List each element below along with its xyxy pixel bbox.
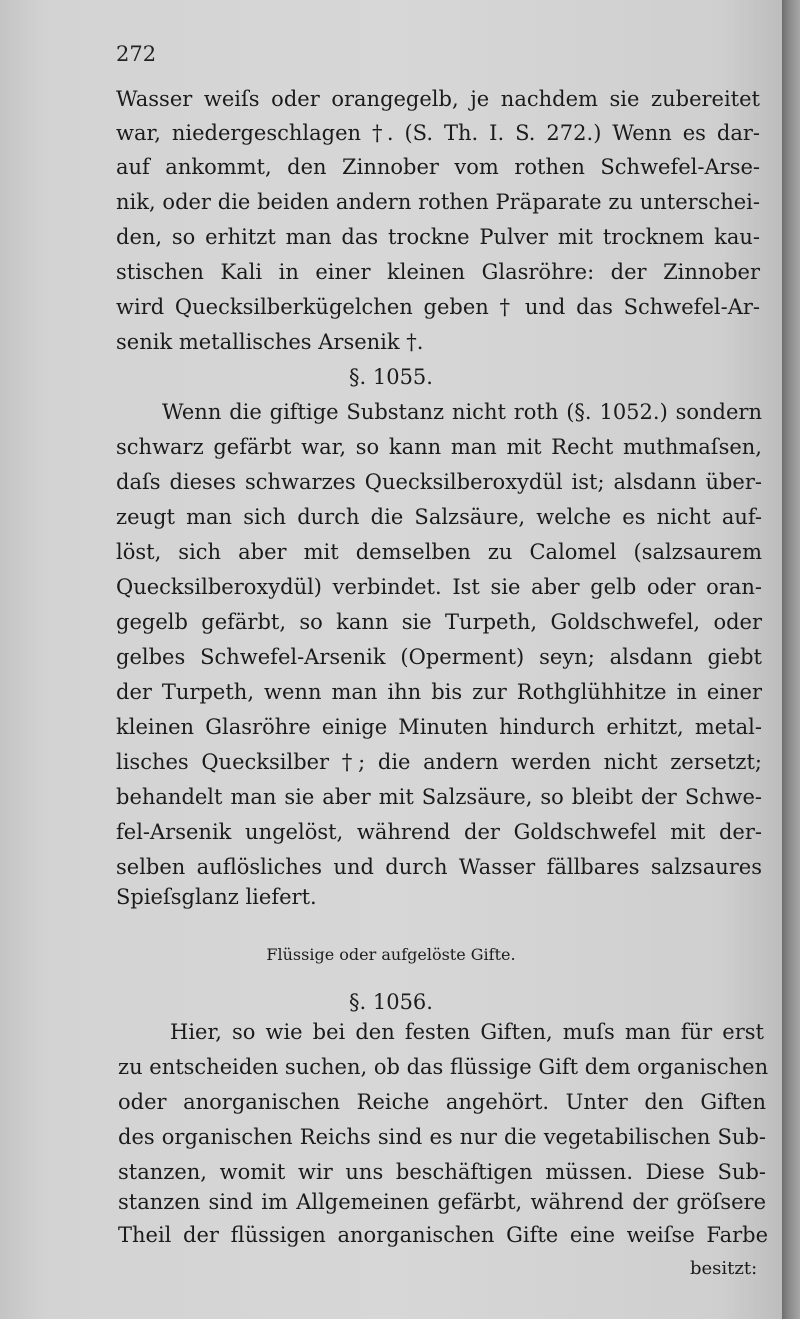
text-line: den, so erhitzt man das trockne Pulver mit trocknem kau- <box>116 225 760 249</box>
text-line: stanzen sind im Allgemeinen gefärbt, während der gröſsere <box>118 1190 766 1214</box>
text-line: der Turpeth, wenn man ihn bis zur Rothglühhitze in einer <box>116 680 762 704</box>
text-line: Quecksilberoxydül) verbindet. Ist sie aber gelb oder oran- <box>116 575 762 599</box>
text-line: des organischen Reichs sind es nur die vegetabilischen Sub- <box>118 1125 766 1149</box>
book-gutter-shadow <box>782 0 800 1319</box>
text-line: stanzen, womit wir uns beschäftigen müssen. Diese Sub- <box>118 1160 766 1184</box>
text-line: Spieſsglanz liefert. <box>116 885 317 909</box>
text-line: oder anorganischen Reiche angehört. Unter den Giften <box>118 1090 766 1114</box>
text-line: war, niedergeschlagen †. (S. Th. I. S. 272.) Wenn es dar- <box>116 121 760 145</box>
section-heading-1055: §. 1055. <box>349 365 433 389</box>
text-line: selben auflösliches und durch Wasser fällbares salzsaures <box>116 855 762 879</box>
text-line: wird Quecksilberkügelchen geben † und das Schwefel-Ar- <box>116 295 760 319</box>
text-line: zu entscheiden suchen, ob das flüssige Gift dem organischen <box>118 1055 769 1079</box>
text-line: fel-Arsenik ungelöst, während der Goldschwefel mit der- <box>116 820 762 844</box>
text-line: Wenn die giftige Substanz nicht roth (§. 1052.) sondern <box>162 400 762 424</box>
page-number: 272 <box>116 42 157 66</box>
text-line: nik, oder die beiden andern rothen Präparate zu unterschei- <box>116 190 760 214</box>
section-heading-1056: §. 1056. <box>349 990 433 1014</box>
text-line: auf ankommt, den Zinnober vom rothen Schwefel-Arse- <box>116 155 760 179</box>
text-line: senik metallisches Arsenik †. <box>116 330 424 354</box>
catchword: besitzt: <box>690 1258 758 1279</box>
text-line: schwarz gefärbt war, so kann man mit Recht muthmaſsen, <box>116 435 762 459</box>
text-line: daſs dieses schwarzes Quecksilberoxydül ist; alsdann über- <box>116 470 762 494</box>
text-line: gegelb gefärbt, so kann sie Turpeth, Goldschwefel, oder <box>116 610 762 634</box>
text-line: Wasser weiſs oder orangegelb, je nachdem sie zubereitet <box>116 87 760 111</box>
text-line: kleinen Glasröhre einige Minuten hindurch erhitzt, metal- <box>116 715 762 739</box>
text-line: lisches Quecksilber †; die andern werden nicht zersetzt; <box>116 750 762 774</box>
text-line: behandelt man sie aber mit Salzsäure, so bleibt der Schwe- <box>116 785 762 809</box>
subheading-liquid-poisons: Flüssige oder aufgelöste Gifte. <box>266 945 516 964</box>
text-line: Theil der flüssigen anorganischen Gifte eine weiſse Farbe <box>118 1223 768 1247</box>
text-line: löst, sich aber mit demselben zu Calomel (salzsaurem <box>116 540 762 564</box>
text-line: stischen Kali in einer kleinen Glasröhre: der Zinnober <box>116 260 760 284</box>
text-line: zeugt man sich durch die Salzsäure, welche es nicht auf- <box>116 505 762 529</box>
text-line: gelbes Schwefel-Arsenik (Operment) seyn; alsdann giebt <box>116 645 762 669</box>
text-line: Hier, so wie bei den festen Giften, muſs man für erst <box>170 1020 764 1044</box>
